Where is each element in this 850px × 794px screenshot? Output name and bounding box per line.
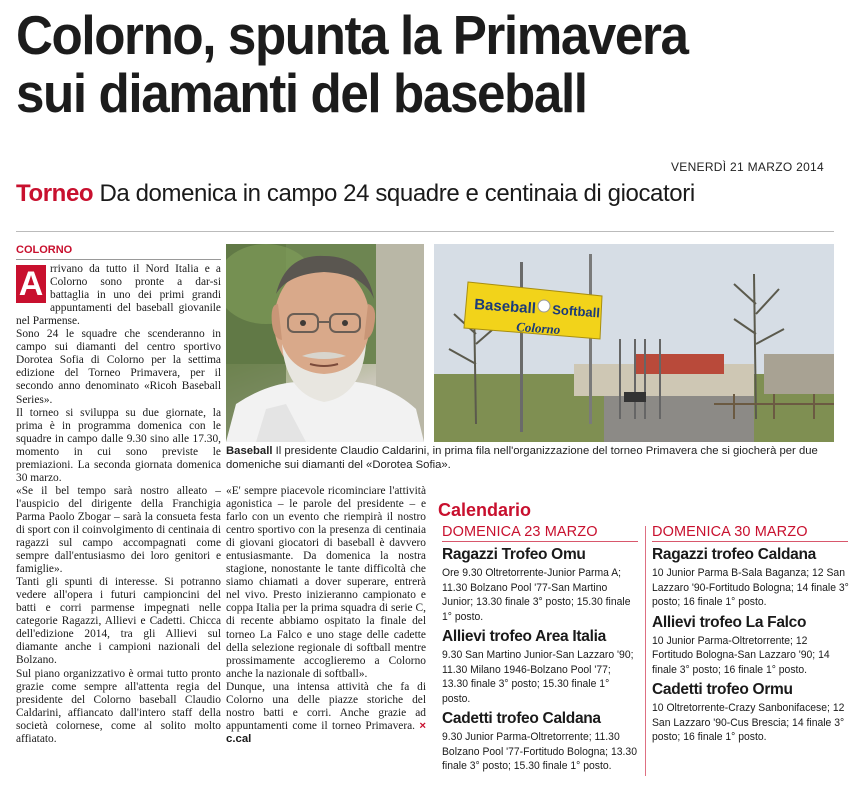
event-schedule: 10 Oltretorrente-Crazy Sanbonifacese; 12 San Lazzaro '90-Cus Brescia; 14 finale 3° posto; 16 finale 1° posto.	[652, 702, 845, 743]
calendar-day-heading: DOMENICA 23 MARZO	[442, 524, 598, 540]
headline-line-1: Colorno, spunta la Primavera	[16, 4, 688, 66]
event-schedule: 9.30 Junior Parma-Oltretorrente; 11.30 Bolzano Pool '77-Fortitudo Bologna; 13.30 finale 3° posto; 15.30 finale 1° posto.	[442, 731, 637, 772]
event-title: Cadetti trofeo Caldana	[442, 710, 601, 727]
paragraph-text: Dunque, una intensa attività che fa di Colorno una delle piazze storiche del nostro batti e corri. Anche grazie ad appuntamenti come il torneo Primavera.	[226, 680, 426, 732]
paragraph: Sono 24 le squadre che scenderanno in campo sui diamanti del centro sportivo Dorotea Sofia di Colorno per la settima edizione del Torneo Primavera, per il secondo anno denominato «Ricoh Baseball Series».	[16, 328, 221, 406]
calendar-day-1	[442, 524, 638, 774]
ball-icon	[538, 300, 550, 312]
sign-text-softball: Softball	[551, 302, 601, 321]
placeline: COLORNO	[16, 244, 221, 260]
paragraph: Sul piano organizzativo è ormai tutto pronto grazie come sempre all'attenta regia del presidente del Colorno baseball Claudio Caldarini, affiancato dall'intero staff della società colornese, come al solito molto affiatato.	[16, 667, 221, 745]
paragraph: Tanti gli spunti di interesse. Si potranno vedere all'opera i futuri campioncini del batti e corri parmense impegnati nelle categorie Ragazzi, Allievi e Cadetti. Chicca dell'edizione 2014, tra gli Allievi sul diamante anche i campioni nazionali del Bolzano.	[16, 576, 221, 667]
calendar-divider	[645, 526, 646, 776]
paragraph: Il torneo si sviluppa su due giornate, la prima è in programma domenica con le squadre in campo dalle 9.30 sino alle 17.30, momento in cui sono previste le premiazioni. La seconda giornata domenica 30 marzo.	[16, 406, 221, 484]
signature-mark: ×	[419, 719, 426, 732]
signature-text: c.cal	[226, 732, 252, 745]
paragraph: «E' sempre piacevole ricominciare l'attività agonistica – le parole del presidente – e farlo con un evento che riempirà il nostro centro sportivo con la presenza di centinaia di giovani giocatori di baseball è davvero entusiasmante. Da domenica la nostra stagione, nonostante le tante difficoltà che siamo chiamati a dover superare, entrerà nel vivo. Presto inizieranno campionato e coppa Italia per la prima squadra di serie C, di recente abbiamo ospitato la finale del torneo La Falco e uno stage delle cadette della selezione regionale di softball mentre prossimamente accoglieremo a Colorno anche la nazionale di softball».	[226, 485, 426, 680]
event-schedule: Ore 9.30 Oltretorrente-Junior Parma A; 11.30 Bolzano Pool '77-San Martino Junior; 13.30 finale 3° posto; 15.30 finale 1° posto.	[442, 567, 631, 623]
subhead-text: Da domenica in campo 24 squadre e centinaia di giocatori	[99, 180, 695, 207]
caption-lead: Baseball	[226, 445, 273, 457]
day-rule	[652, 541, 848, 542]
event-title: Cadetti trofeo Ormu	[652, 681, 793, 698]
event-title: Allievi trofeo La Falco	[652, 613, 807, 631]
subhead-kicker: Torneo	[16, 180, 94, 207]
headline	[16, 6, 779, 122]
event-schedule: 10 Junior Parma B-Sala Baganza; 12 San Lazzaro '90-Fortitudo Bologna; 14 finale 3° posto; 16 finale 1° posto.	[652, 567, 849, 608]
paragraph: rrivano da tutto il Nord Italia e a Colorno sono pronte a dar-si battaglia in uno dei primi grandi appuntamenti del baseball giovanile nel Parmense.	[16, 263, 221, 328]
day-rule	[442, 541, 638, 542]
event-schedule: 10 Junior Parma-Oltretorrente; 12 Fortitudo Bologna-San Lazzaro '90; 14 finale 3° posto; 16 finale 1° posto.	[652, 634, 830, 676]
section-divider	[16, 231, 834, 232]
event-schedule: 9.30 San Martino Junior-San Lazzaro '90; 11.30 Milano 1946-Bolzano Pool '77; 13.30 finale 3° posto; 15.30 finale 1° posto.	[442, 649, 634, 705]
dateline: VENERDÌ 21 MARZO 2014	[670, 160, 824, 174]
president-portrait-image	[226, 244, 424, 442]
field-photo	[434, 244, 834, 442]
president-photo	[226, 244, 424, 442]
photo-caption	[226, 445, 836, 472]
caption-text: Il presidente Claudio Caldarini, in prima fila nell'organizzazione del torneo Primavera che si giocherà per due domeniche sui diamanti del «Dorotea Sofia».	[226, 445, 818, 471]
article-column-2	[226, 485, 426, 746]
calendar-day-heading: DOMENICA 30 MARZO	[652, 524, 808, 540]
sign-text-colorno: Colorno	[515, 319, 561, 338]
calendar-day-2	[652, 524, 848, 745]
paragraph	[226, 681, 426, 746]
calendar-title: Calendario	[438, 500, 532, 520]
dropcap: A	[16, 265, 46, 303]
paragraph: «Se il bel tempo sarà nostro alleato – l'auspicio del dirigente della Franchigia Parma Paolo Zbogar – sarà la consueta festa di sport con il coinvolgimento di centinaia di ragazzi sul campo accompagnati come sempre dall'entusiasmo dei loro genitori e famiglie».	[16, 484, 221, 576]
baseball-field-image	[434, 244, 834, 442]
event-title: Allievi trofeo Area Italia	[442, 628, 606, 645]
sign-text-baseball: Baseball	[473, 296, 537, 318]
event-title: Ragazzi trofeo Caldana	[652, 546, 816, 563]
article-column-1	[16, 244, 221, 746]
subheadline	[16, 180, 695, 208]
headline-line-2: sui diamanti del baseball	[16, 62, 587, 124]
event-title: Ragazzi Trofeo Omu	[442, 546, 586, 563]
